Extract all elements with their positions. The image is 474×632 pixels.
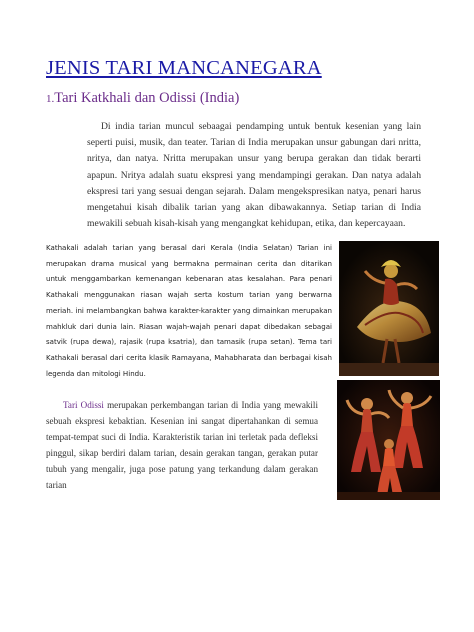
kathakali-dancer-photo [339,241,439,376]
kathakali-dancer-illustration [339,241,439,376]
section-number: 1. [46,93,55,105]
odissi-dancers-illustration [337,380,440,500]
kathakali-paragraph: Kathakali adalah tarian yang berasal dari Kerala (India Selatan) Tarian ini merupakan drama musical yang bermakna permainan cerita dan ditarikan untuk menggambarkan kemenangan kebenaran atas kesalahan. Para penari Kathakali menggunakan riasan wajah serta kostum tarian yang berwarna meriah. ini melambangkan bahwa karakter-karakter yang dimainkan merupakan mahkluk dari dunia lain. Riasan wajah-wajah penari dapat dibedakan sebagai satvik (rupa dewa), rajasik (rupa ksatria), dan tamasik (rupa setan). Tema tari Kathakali berasal dari cerita klasik Ramayana, Mahabharata dan berbagai kisah legenda dan mitologi Hindu. [46,243,332,378]
odissi-dancers-photo [337,380,440,500]
intro-paragraph: Di india tarian muncul sebaagai pendamping untuk bentuk kesenian yang lain seperti puisi, musik, dan teater. Tarian di India merupakan unsur gabungan dari nritta, nritya, dan natya. Nritta merupakan unsur yang berupa gerakan dan tidak berarti apapun. Nritya adalah suatu ekspresi yang mendampingi gerakan. Dan natya adalah ekspresi tari yang sesuai dengan sejarah. Dalam mengekspresikan natya, penari harus mengetahui kisah dibalik tarian yang akan dibawakannya. Setiap tarian di India mewakili sebuah kisah-kisah yang mengangkat kehidupan, etika, dan kepercayaan. [87,121,421,230]
section-heading-text: Tari Katkhali dan Odissi (India) [54,90,240,106]
odissi-paragraph [46,397,318,494]
document-title: JENIS TARI MANCANEGARA [46,57,322,79]
odissi-text: merupakan perkembangan tarian di India yang mewakili sebuah ekspresi kebaktian. Kesenian ini sangat dipertahankan di semua tempat-tempat suci di India. Karakteristik tarian ini terletak pada defleksi pinggul, sikap berdiri dalam tarian, desain gerakan tangan, gerakan putar tubuh yang mengalir, juga pose patung yang terkandung dalam gerakan tarian [46,400,318,491]
section-heading [46,90,239,107]
odissi-term: Tari Odissi [63,400,104,410]
